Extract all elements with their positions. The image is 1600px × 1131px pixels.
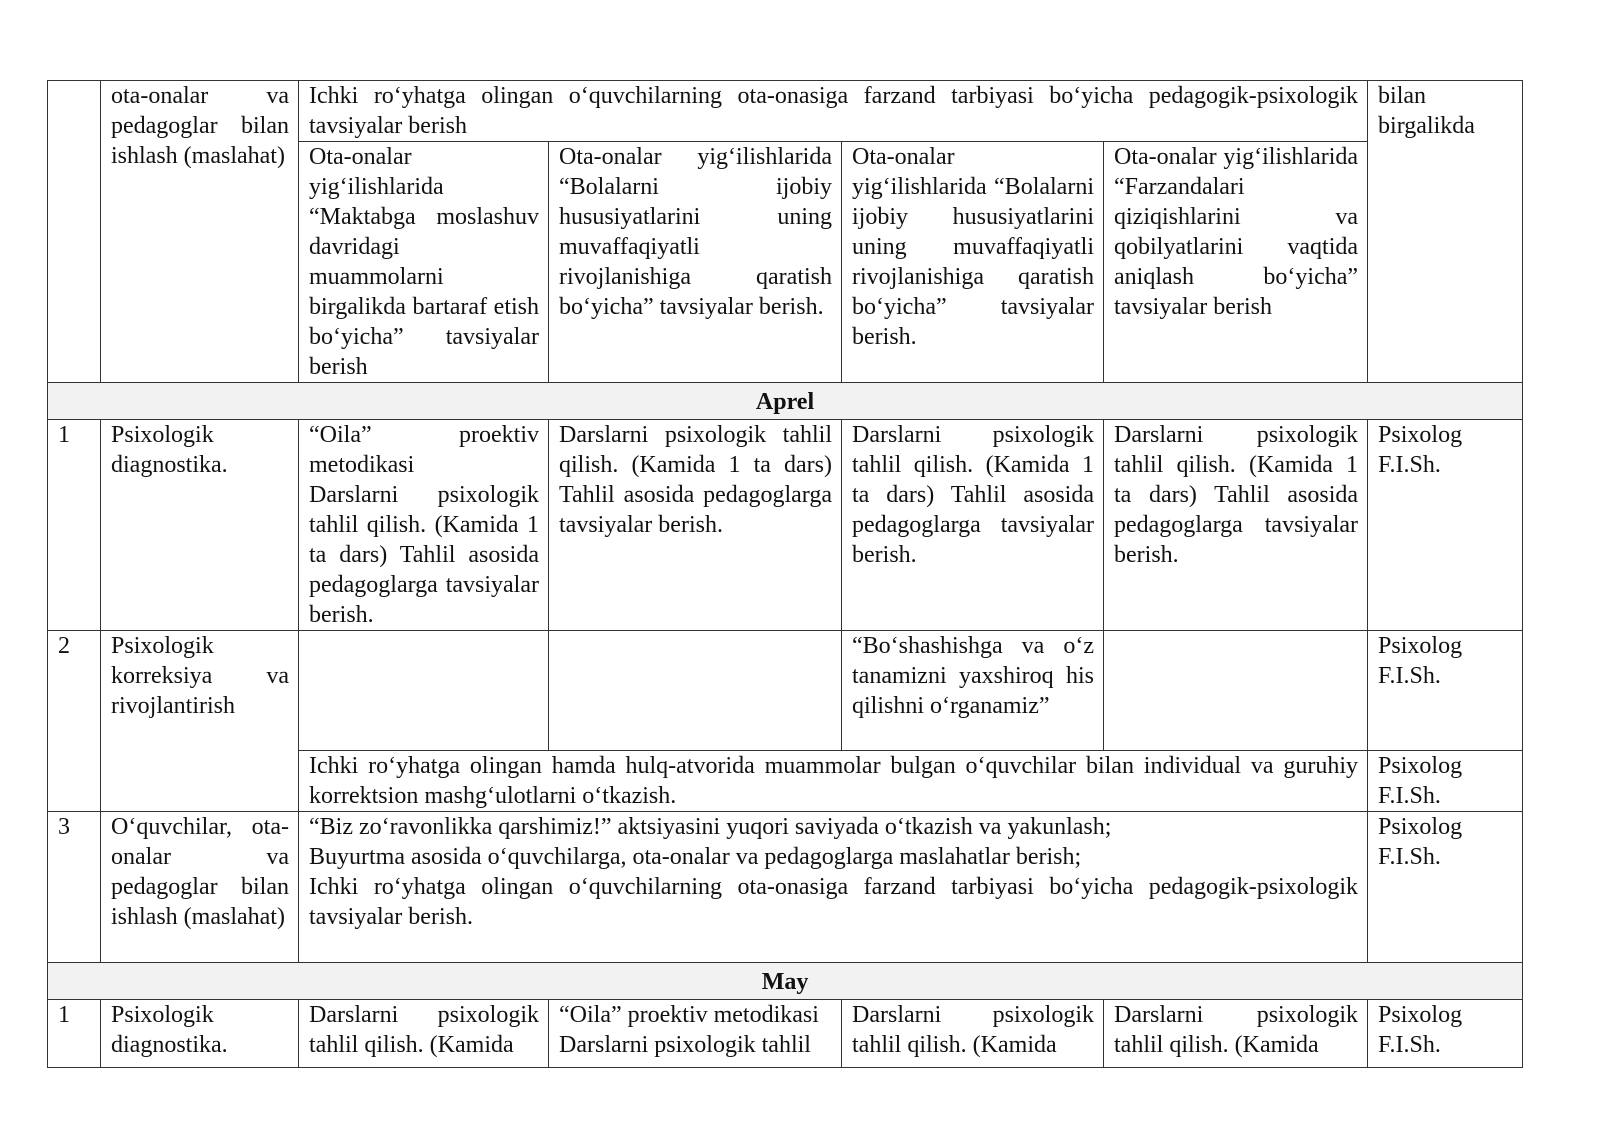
- week-3-cell: Ota-onalar yig‘ilishlarida “Bolalarni ijobiy hususiyatlarini uning muvaffaqiyatli rivojlanishiga qaratish bo‘yicha” tavsiyalar berish.: [842, 142, 1104, 383]
- month-header-row: [48, 383, 1523, 420]
- row-number-cell: 2: [48, 631, 101, 812]
- week-1-cell: [299, 420, 549, 631]
- week-4-cell: Ota-onalar yig‘ilishlarida “Farzandalari qiziqishlarini va qobilyatlarini vaqtida aniqlash bo‘yicha” tavsiyalar berish: [1104, 142, 1368, 383]
- activity-area-cell: Psixologik diagnostika.: [101, 1000, 299, 1068]
- week-2-cell: Ota-onalar yig‘ilishlarida “Bolalarni ijobiy hususiyatlarini uning muvaffaqiyatli rivojlanishiga qaratish bo‘yicha” tavsiyalar berish.: [549, 142, 842, 383]
- week-1-cell: Darslarni psixologik tahlil qilish. (Kamida: [299, 1000, 549, 1068]
- week-1-cell: [299, 631, 549, 751]
- row-number-cell: 3: [48, 812, 101, 963]
- week-3-cell: “Bo‘shashishga va o‘z tanamizni yaxshiroq his qilishni o‘rganamiz”: [842, 631, 1104, 751]
- week-3-cell: Darslarni psixologik tahlil qilish. (Kamida 1 ta dars) Tahlil asosida pedagoglarga tavsiyalar berish.: [842, 420, 1104, 631]
- analysis-line: Darslarni psixologik tahlil: [559, 1032, 811, 1058]
- method-line: “Oila” proektiv metodikasi: [309, 422, 539, 478]
- responsible-cell: Psixolog F.I.Sh.: [1368, 812, 1523, 963]
- activity-line: “Biz zo‘ravonlikka qarshimiz!” aktsiyasini yuqori saviyada o‘tkazish va yakunlash;: [309, 814, 1112, 840]
- method-line: “Oila” proektiv metodikasi: [559, 1002, 819, 1028]
- responsible-cell: Psixolog F.I.Sh.: [1368, 420, 1523, 631]
- month-header-row: [48, 963, 1523, 1000]
- table-row: [48, 81, 1523, 142]
- table-row: [48, 420, 1523, 631]
- activity-area-cell: Psixologik diagnostika.: [101, 420, 299, 631]
- activity-line: Ichki ro‘yhatga olingan o‘quvchilarning ota-onasiga farzand tarbiyasi bo‘yicha pedagogik-psixologik tavsiyalar berish.: [309, 874, 1359, 930]
- week-4-cell: Darslarni psixologik tahlil qilish. (Kamida: [1104, 1000, 1368, 1068]
- week-2-cell: [549, 631, 842, 751]
- week-2-cell: Darslarni psixologik tahlil qilish. (Kamida 1 ta dars) Tahlil asosida pedagoglarga tavsiyalar berish.: [549, 420, 842, 631]
- table-row: [48, 1000, 1523, 1068]
- work-plan-table: [47, 80, 1523, 1068]
- week-2-cell: [549, 1000, 842, 1068]
- responsible-cell: bilan birgalikda: [1368, 81, 1523, 383]
- analysis-line: Darslarni psixologik tahlil qilish. (Kamida 1 ta dars) Tahlil asosida pedagoglarga tavsiyalar berish.: [309, 482, 539, 628]
- activity-full-cell: [299, 812, 1368, 963]
- week-4-cell: Darslarni psixologik tahlil qilish. (Kamida 1 ta dars) Tahlil asosida pedagoglarga tavsiyalar berish.: [1104, 420, 1368, 631]
- week-1-cell: Ota-onalar yig‘ilishlarida “Maktabga moslashuv davridagi muammolarni birgalikda bartaraf etish bo‘yicha” tavsiyalar berish: [299, 142, 549, 383]
- table-row: [48, 812, 1523, 963]
- row-number-cell: 1: [48, 420, 101, 631]
- month-title-may: May: [48, 963, 1523, 1000]
- activity-area-cell: Psixologik korreksiya va rivojlantirish: [101, 631, 299, 812]
- activity-area-cell: ota-onalar va pedagoglar bilan ishlash (maslahat): [101, 81, 299, 383]
- activity-full-cell: Ichki ro‘yhatga olingan o‘quvchilarning ota-onasiga farzand tarbiyasi bo‘yicha pedagogik-psixologik tavsiyalar berish: [299, 81, 1368, 142]
- activity-full-cell: Ichki ro‘yhatga olingan hamda hulq-atvorida muammolar bulgan o‘quvchilar bilan individual va guruhiy korrektsion mashg‘ulotlarni o‘tkazish.: [299, 751, 1368, 812]
- responsible-cell: Psixolog F.I.Sh.: [1368, 751, 1523, 812]
- responsible-cell: Psixolog F.I.Sh.: [1368, 1000, 1523, 1068]
- row-number-cell: 1: [48, 1000, 101, 1068]
- row-number-cell: [48, 81, 101, 383]
- activity-area-cell: O‘quvchilar, ota-onalar va pedagoglar bilan ishlash (maslahat): [101, 812, 299, 963]
- week-3-cell: Darslarni psixologik tahlil qilish. (Kamida: [842, 1000, 1104, 1068]
- responsible-cell: Psixolog F.I.Sh.: [1368, 631, 1523, 751]
- week-4-cell: [1104, 631, 1368, 751]
- activity-line: Buyurtma asosida o‘quvchilarga, ota-onalar va pedagoglarga maslahatlar berish;: [309, 844, 1082, 870]
- table-row: [48, 631, 1523, 751]
- month-title-april: Aprel: [48, 383, 1523, 420]
